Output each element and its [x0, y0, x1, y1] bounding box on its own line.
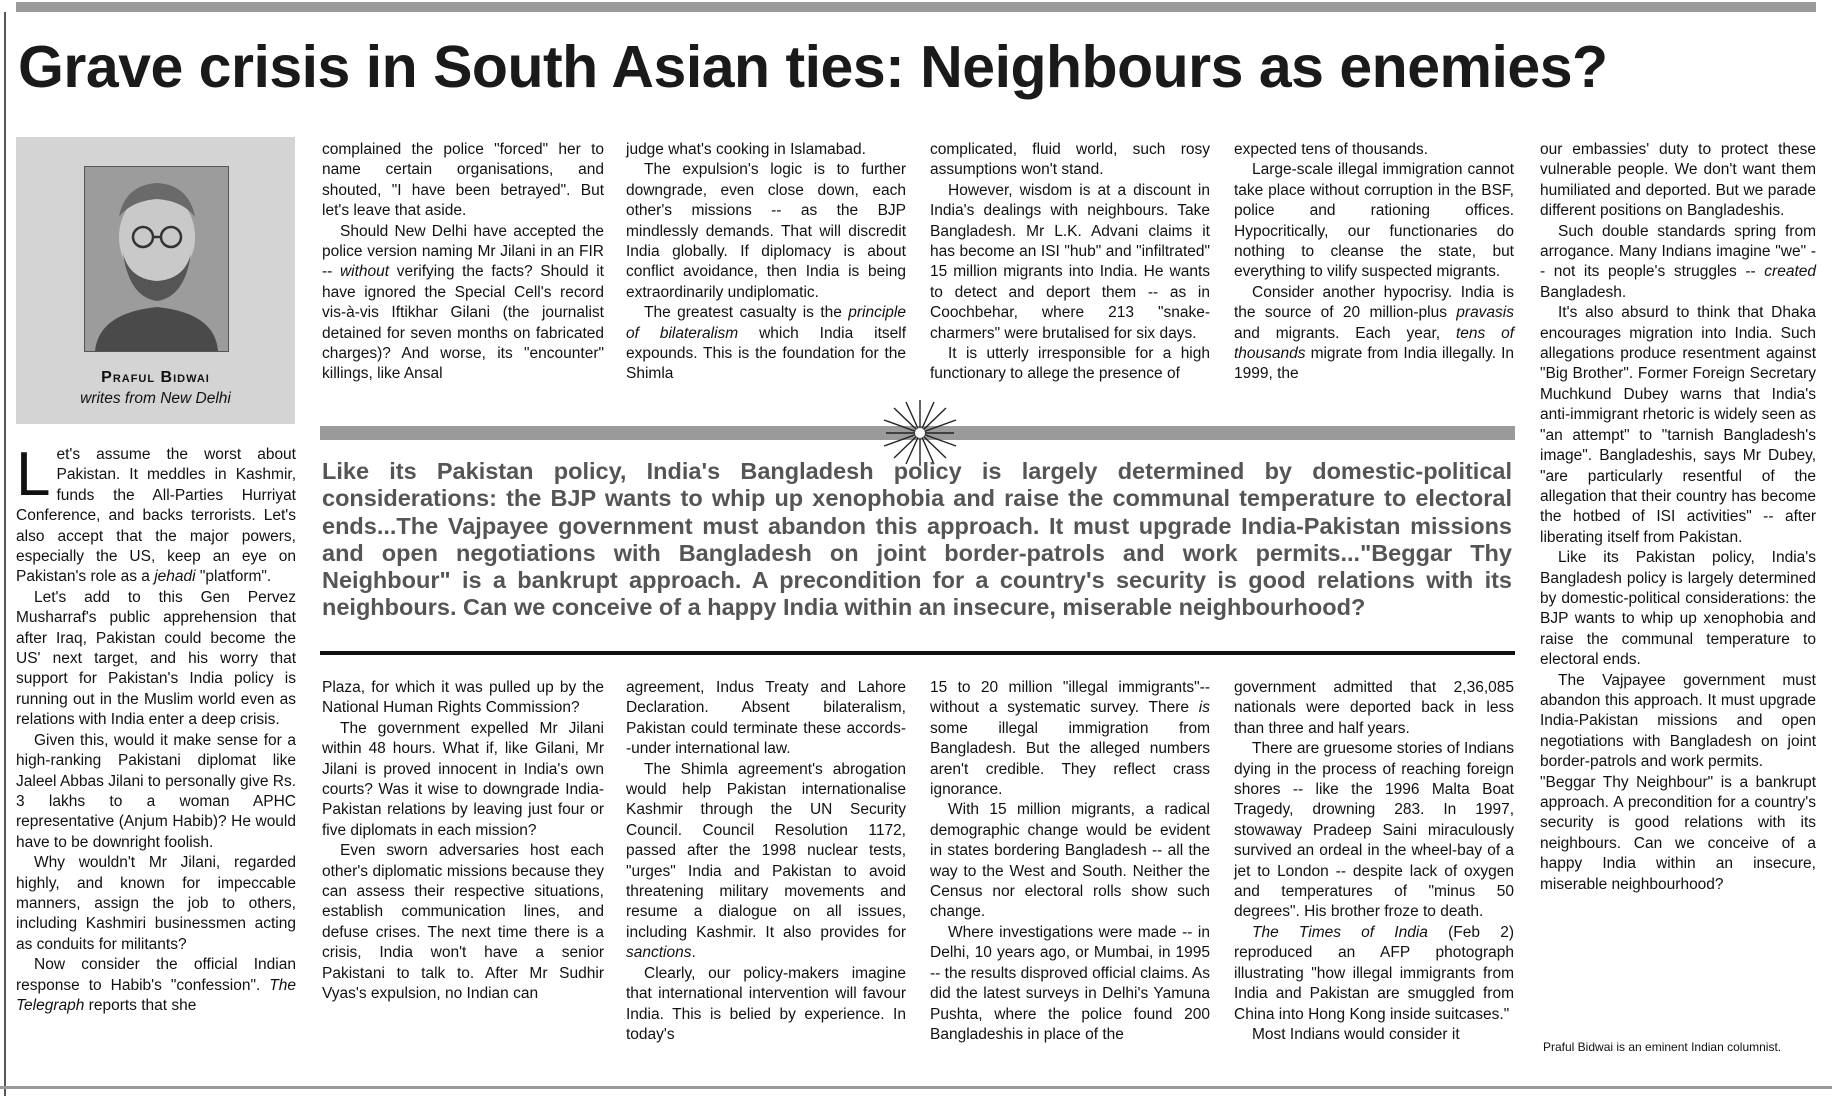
paragraph: Clearly, our policy-makers imagine that international intervention will favour India. This is belied by experience. In today's — [626, 964, 906, 1043]
column-4-bottom — [930, 678, 1210, 1045]
paragraph: complicated, fluid world, such rosy assumptions won't stand. — [930, 141, 1210, 179]
column-6 — [1540, 140, 1816, 895]
paragraph — [626, 303, 906, 385]
text-run: Consider another hypocrisy. India is the source of 20 million-plus — [1234, 283, 1514, 322]
paragraph: It's also absurd to think that Dhaka encourages migration into India. Such allegations produce resentment against "Big Brother". Former Foreign Secretary Muchkund Dubey warns that India's anti-immigrant rhetoric is widely seen as "an attempt" to "tarnish Bangladesh's image". Bangladeshis, says Mr Dubey, "are particularly resentful of the allegation that their country has become the hotbed of ISI activities" -- after liberating itself from Pakistan. — [1540, 304, 1816, 546]
text-run: The Shimla agreement's abrogation would help Pakistan internationalise Kashmir through the UN Security Council. Council Resolution 1172, passed after the 1998 nuclear tests, "urges" India and Pakistan to avoid threatening military movements and resume a dialogue on all issues, including Kashmir. It also provides for — [626, 760, 906, 941]
text-run: Bangladesh. — [1540, 283, 1627, 301]
column-5-bottom — [1234, 678, 1514, 1045]
text-emphasis: The Times of India — [1252, 923, 1428, 941]
text-emphasis: The Telegraph — [16, 976, 296, 1014]
column-5-top — [1234, 140, 1514, 385]
text-run: reports that she — [84, 996, 197, 1014]
paragraph: agreement, Indus Treaty and Lahore Declaration. Absent bilateralism, Pakistan could terminate these accords--under international law. — [626, 679, 906, 758]
text-run: (Feb 2) reproduced an AFP photograph illustrating "how illegal immigrants from India and Pakistan are smuggled from China into Hong Kong inside suitcases." — [1234, 923, 1515, 1023]
paragraph: Most Indians would consider it — [1252, 1025, 1460, 1043]
author-note: Praful Bidwai is an eminent Indian columnist. — [1543, 1040, 1782, 1054]
pullquote: Like its Pakistan policy, India's Bangladesh policy is largely determined by domestic-political considerations: the BJP wants to whip up xenophobia and raise the communal temperature to electoral ends...The Vajpayee government must abandon this approach. It must upgrade India-Pakistan missions and open negotiations with Bangladesh on joint border-patrols and work permits..."Beggar Thy Neighbour" is a bankrupt approach. A precondition for a country's security is good relations with its neighbours. Can we conceive of a happy India within an insecure, miserable neighbourhood? — [322, 458, 1512, 621]
paragraph: government admitted that 2,36,085 nationals were deported back in less than three and half years. — [1234, 679, 1514, 737]
text-run: 15 to 20 million "illegal immigrants"-- without a systematic survey. There — [930, 679, 1210, 717]
text-run: Such double standards spring from arrogance. Many Indians imagine "we" -- not its people's struggles -- — [1540, 222, 1816, 281]
text-emphasis: pravasis — [1456, 304, 1514, 322]
paragraph: Let's add to this Gen Pervez Musharraf's public apprehension that after Iraq, Pakistan could become the US' next target, and his worry that support for Pakistan's India policy is running out in the Muslim world even as relations with India enter a deep crisis. — [16, 588, 296, 729]
paragraph: Why wouldn't Mr Jilani, regarded highly, and known for impeccable manners, assign the job to others, including Kashmiri businessmen acting as conduits for militants? — [16, 854, 296, 953]
paragraph: It is utterly irresponsible for a high functionary to allege the presence of — [930, 345, 1210, 383]
paragraph — [1540, 222, 1816, 304]
author-name: Praful Bidwai — [101, 369, 210, 386]
paragraph: However, wisdom is at a discount in India's dealings with neighbours. Take Bangladesh. Mr L.K. Advani claims it has become an ISI "hub" and "infiltrated" 15 million migrants into India. He wants to detect and deport them -- as in Coochbehar, where 213 "snake-charmers" were brutalised for six days. — [930, 181, 1210, 342]
paragraph — [626, 760, 906, 964]
paragraph: Like its Pakistan policy, India's Bangladesh policy is largely determined by domestic-political considerations: the BJP wants to whip up xenophobia and raise the communal temperature to electoral ends. — [1540, 549, 1816, 669]
paragraph — [1234, 923, 1514, 1025]
paragraph: our embassies' duty to protect these vulnerable people. We don't want them humiliated and deported. But we parade different positions on Bangladeshis. — [1540, 141, 1816, 220]
text-emphasis: sanctions — [626, 944, 692, 962]
text-emphasis: jehadi — [154, 568, 196, 586]
paragraph: expected tens of thousands. — [1234, 141, 1428, 158]
paragraph: complained the police "forced" her to name certain organisations, and shouted, "I have been betrayed". But let's leave that aside. — [322, 141, 604, 220]
paragraph: There are gruesome stories of Indians dying in the process of reaching foreign shores -- like the 1996 Malta Boat Tragedy, drowning 283. In 1997, stowaway Pradeep Saini miraculously survived an ordeal in the wheel-bay of a jet to London -- despite lack of oxygen and temperatures of "minus 50 degrees". His brother froze to death. — [1234, 740, 1514, 921]
text-run: Should New Delhi have accepted the police version naming Mr Jilani in an FIR -- — [322, 222, 604, 281]
paragraph: Large-scale illegal immigration cannot take place without corruption in the BSF, police and rationing offices. Hypocritically, our functionaries do nothing to cleanse the state, but everything to vilify suspected migrants. — [1234, 161, 1514, 281]
text-emphasis: created — [1764, 263, 1816, 281]
text-emphasis: tens of thousands — [1234, 324, 1515, 363]
paragraph: The government expelled Mr Jilani within 48 hours. What if, like Gilani, Mr Jilani is proved innocent in India's own courts? Was it wise to downgrade India-Pakistan relations by leaving just four or five diplomats in each mission? — [322, 719, 604, 839]
text-run: "platform". — [195, 568, 272, 586]
column-2-top — [322, 140, 604, 385]
paragraph: Even sworn adversaries host each other's diplomatic missions because they can assess their respective situations, establish communication lines, and defuse crises. The next time there is a crisis, India won't have a senior Pakistani to talk to. After Mr Sudhir Vyas's expulsion, no Indian can — [322, 842, 604, 1003]
drop-cap: L — [16, 440, 51, 509]
author-photo — [84, 166, 229, 352]
column-2-bottom — [322, 678, 604, 1005]
paragraph: The Vajpayee government must abandon this approach. It must upgrade India-Pakistan missions and open negotiations with Bangladesh on joint border-patrols and work permits. — [1540, 671, 1816, 771]
text-run: and migrants. Each year, — [1234, 324, 1456, 342]
column-3-top — [626, 140, 906, 385]
paragraph — [930, 678, 1210, 800]
paragraph — [322, 222, 604, 385]
paragraph: Where investigations were made -- in Delhi, 10 years ago, or Mumbai, in 1995 -- the results disproved official claims. As did the latest surveys in Delhi's Yamuna Pushta, where the police found 200 Bangladeshis in place of the — [930, 923, 1210, 1043]
text-run: some illegal immigration from Bangladesh. But the alleged numbers aren't credible. They reflect crass ignorance. — [930, 719, 1210, 799]
text-run: which India itself expounds. This is the foundation for the Shimla — [626, 324, 907, 383]
headline: Grave crisis in South Asian ties: Neighbours as enemies? — [18, 34, 1608, 100]
paragraph: "Beggar Thy Neighbour" is a bankrupt approach. A precondition for a country's security is good relations with its neighbours. Can we conceive of a happy India within an insecure, miserable neighbourhood? — [1540, 773, 1816, 893]
top-rule — [16, 2, 1816, 12]
paragraph: Given this, would it make sense for a high-ranking Pakistani diplomat like Jaleel Abbas Jilani to personally give Rs. 3 lakhs to a woman APHC representative (Anjum Habib)? He would have to be downright foolish. — [16, 731, 297, 851]
paragraph: judge what's cooking in Islamabad. — [626, 141, 866, 158]
text-run: migrate from India illegally. In 1999, the — [1234, 345, 1514, 383]
author-location: writes from New Delhi — [80, 390, 231, 407]
bottom-rule — [0, 1086, 1832, 1089]
text-emphasis: without — [339, 263, 390, 281]
column-4-top — [930, 140, 1210, 385]
text-run: verifying the facts? Should it have ignored the Special Cell's record vis-à-vis Iftikhar Gilani (the journalist detained for seven months on fabricated charges)? And worse, its "encounter" killings, like Ansal — [322, 263, 604, 383]
left-rule — [4, 12, 6, 1096]
paragraph: The expulsion's logic is to further downgrade, even close down, each other's missions -- as the BJP mindlessly demands. That will discredit India globally. If diplomacy is about conflict avoidance, then India is being extraordinarily undiplomatic. — [626, 161, 906, 301]
text-run: et's assume the worst about Pakistan. It meddles in Kashmir, funds the All-Parties Hurriyat Conference, and backs terrorists. Let's also accept that the major powers, especially the US, keep an eye on Pakistan's role as a — [16, 446, 296, 586]
pullquote-bottom-rule — [320, 651, 1515, 655]
column-1 — [16, 440, 297, 1016]
paragraph: With 15 million migrants, a radical demographic change would be evident in states bordering Bangladesh -- all the way to the West and South. Neither the Census nor electoral rolls show such change. — [930, 801, 1210, 921]
column-3-bottom — [626, 678, 906, 1045]
text-emphasis: principle of bilateralism — [626, 304, 906, 342]
text-emphasis: is — [1198, 699, 1210, 717]
text-run: The greatest casualty is the — [644, 304, 849, 322]
paragraph — [1234, 283, 1514, 385]
author-portrait-icon — [85, 167, 228, 351]
paragraph — [16, 955, 296, 1016]
text-run: Now consider the official Indian response to Habib's "confession". — [16, 956, 296, 994]
paragraph — [16, 440, 296, 588]
text-run: . — [691, 944, 696, 962]
paragraph: Plaza, for which it was pulled up by the National Human Rights Commission? — [322, 679, 604, 717]
